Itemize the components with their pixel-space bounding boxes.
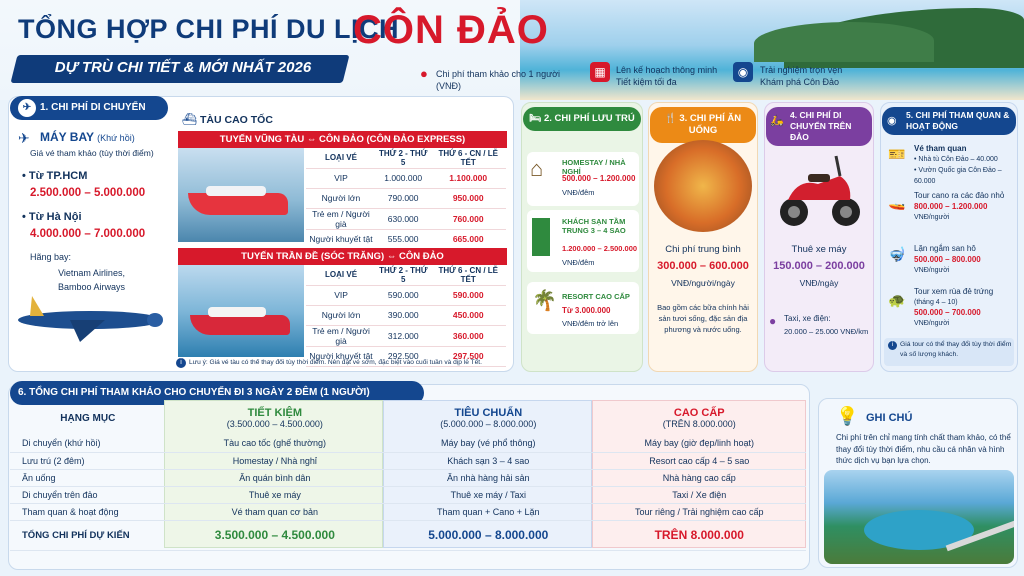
food-title: 🍴 3. CHI PHÍ ĂN UỐNG bbox=[650, 107, 756, 143]
table-row: Trẻ em / Người già 630.000 760.000 bbox=[306, 208, 506, 229]
from-hcm-label: • Từ TP.HCM bbox=[22, 170, 88, 182]
food-note: Bao gồm các bữa chính hải sản tươi sống, đặc sản địa phương và nước uống. bbox=[657, 303, 749, 334]
tours-note: Giá tour có thể thay đổi tùy thời điểm và số lượng khách. bbox=[900, 341, 1012, 358]
location-pin-icon: ● bbox=[769, 314, 777, 328]
food-price: 300.000 – 600.000 bbox=[657, 260, 749, 272]
table-row: Lưu trú (2 đêm) Homestay / Nhà nghỉ Khách sạn 3 – 4 sao Resort cao cấp 4 – 5 sao bbox=[10, 452, 806, 469]
bike-label: Thuê xe máy bbox=[791, 244, 847, 255]
table-row: Tham quan & hoạt động Vé tham quan cơ bản Tham quan + Cano + Lặn Tour riêng / Trải nghiệm cao cấp bbox=[10, 503, 806, 520]
ship-icon: ⛴ bbox=[182, 112, 198, 126]
airlines-list: Vietnam Airlines, Bamboo Airways bbox=[58, 268, 126, 292]
lodging-price: 1.200.000 – 2.500.000 bbox=[562, 244, 638, 253]
turtle-icon: 🐢 bbox=[888, 292, 906, 308]
info-plan: Lên kế hoạch thông minh Tiết kiệm tối đa bbox=[616, 65, 718, 87]
airplane-icon: ✈ bbox=[18, 130, 30, 146]
bike-unit: VNĐ/ngày bbox=[799, 278, 839, 288]
transport-section-title: ✈ 1. CHI PHÍ DI CHUYỂN bbox=[10, 96, 168, 120]
house-icon: ⌂ bbox=[530, 156, 544, 181]
hn-price: 4.000.000 – 7.000.000 bbox=[30, 228, 146, 240]
lodging-name: KHÁCH SẠN TẦM TRUNG 3 – 4 SAO bbox=[562, 217, 626, 235]
table-row: VIP 1.000.000 1.100.000 bbox=[306, 168, 506, 188]
camera-icon: ◉ bbox=[733, 62, 753, 82]
bed-icon: 🛏 bbox=[529, 113, 542, 124]
page-title-highlight: CÔN ĐẢO bbox=[353, 8, 549, 52]
canoe-info: Tour cano ra các đảo nhỏ 800.000 – 1.200.000 VNĐ/người bbox=[914, 191, 1005, 221]
hotel-icon bbox=[532, 218, 550, 256]
table-row: Người lớn 390.000 450.000 bbox=[306, 305, 506, 325]
calendar-icon: ▦ bbox=[590, 62, 610, 82]
table-row: Ăn uống Ăn quán bình dân Ăn nhà hàng hải sản Nhà hàng cao cấp bbox=[10, 469, 806, 486]
table-row: VIP 590.000 590.000 bbox=[306, 285, 506, 305]
lodging-unit: VNĐ/đêm bbox=[562, 258, 595, 267]
page-title: TỔNG HỢP CHI PHÍ DU LỊCH bbox=[18, 14, 400, 44]
utensils-icon: 🍴 bbox=[664, 113, 677, 124]
note-title: GHI CHÚ bbox=[866, 412, 913, 424]
airlines-label: Hãng bay: bbox=[30, 252, 72, 262]
total-row: TỔNG CHI PHÍ DỰ KIẾN 3.500.000 – 4.500.000 5.000.000 – 8.000.000 TRÊN 8.000.000 bbox=[10, 520, 806, 550]
summary-title: 6. TỔNG CHI PHÍ THAM KHẢO CHO CHUYẾN ĐI 3 NGÀY 2 ĐÊM (1 NGƯỜI) bbox=[10, 381, 424, 405]
info-icon: i bbox=[888, 341, 897, 350]
ticket-info: Vé tham quan • Nhà tù Côn Đảo – 40.000 • Vườn Quốc gia Côn Đảo – 60.000 bbox=[914, 144, 1002, 185]
note-text: Chi phí trên chỉ mang tính chất tham khảo, có thể thay đổi tùy thời điểm, nhu cầu cá nhân và hình thức dịch vụ bạn lựa chọn. bbox=[836, 433, 1011, 465]
local-transport-title: 4. CHI PHÍ DI CHUYỂN TRÊN ĐẢO bbox=[766, 107, 872, 146]
hcm-price: 2.500.000 – 5.000.000 bbox=[30, 187, 146, 199]
table-row: Di chuyển (khứ hồi) Tàu cao tốc (ghế thường) Máy bay (vé phổ thông) Máy bay (giờ đẹp/linh hoạt) bbox=[10, 435, 806, 452]
summary-table: HẠNG MỤC TIẾT KIỆM (3.500.000 – 4.500.000) TIÊU CHUẨN (5.000.000 – 8.000.000) CAO CẤP (TRÊN 8.000.000) Di chuyển (khứ hồi) Tàu cao tốc (ghế thường) Máy bay (vé phổ thông) Máy bay (giờ đẹp/linh hoạt) Lưu trú (2 đêm) Homestay / Nhà nghỉ Khách sạn 3 – 4 sao Resort cao cấp 4 – 5 sao Ăn uống Ăn quán bình dân Ăn nhà hàng hải sản Nhà hàng cao cấp Di chuyển trên đảo Thuê xe máy Thuê xe máy / Taxi Taxi / Xe điện Tham quan & hoạt động Vé tham quan cơ bản Tham quan + Cano + Lặn Tour riêng / Trải nghiệm cao cấp TỔNG CHI PHÍ DỰ KIẾN 3.500.000 – 4.500.000 5.000.000 – 8.000.000 TRÊN 8.000.000 bbox=[10, 401, 806, 551]
lodging-title: 🛏 2. CHI PHÍ LƯU TRÚ bbox=[523, 107, 641, 131]
tours-title: 5. CHI PHÍ THAM QUAN & HOẠT ĐỘNG bbox=[882, 107, 1016, 135]
info-icon: i bbox=[176, 358, 186, 368]
info-cost-per-person: Chi phí tham khảo cho 1 người (VNĐ) bbox=[436, 69, 560, 91]
lightbulb-icon: 💡 bbox=[836, 406, 859, 426]
motorbike-small-icon: 🛵 bbox=[770, 115, 784, 127]
flight-title: MÁY BAY (Khứ hồi) bbox=[40, 130, 135, 144]
taxi-price: 20.000 – 25.000 VNĐ/km bbox=[784, 327, 869, 336]
lodging-unit: VNĐ/đêm bbox=[562, 188, 595, 197]
bike-price: 150.000 – 200.000 bbox=[773, 260, 865, 272]
ferry-note: Lưu ý: Giá vé tàu có thể thay đổi tùy thời điểm. Nên đặt vé sớm, đặc biệt vào cuối tuần và dịp lễ Tết. bbox=[189, 359, 482, 366]
food-avg-label: Chi phí trung bình bbox=[665, 244, 741, 255]
ferry-photo-2 bbox=[178, 265, 304, 357]
route2-header: TUYẾN TRẦN ĐỀ (SÓC TRĂNG) ⇔ CÔN ĐẢO bbox=[178, 248, 507, 265]
route2-table: LOẠI VÉ THỨ 2 - THỨ 5 THỨ 6 - CN / LỄ TẾT VIP 590.000 590.000 Người lớn 390.000 450.000 Trẻ em / Người già 312.000 360.000 Người khuyết tật 292.500 297.500 bbox=[306, 265, 506, 367]
turtle-info: Tour xem rùa đẻ trứng (tháng 4 – 10) 500.000 – 700.000 VNĐ/người bbox=[914, 287, 994, 327]
route1-table: LOẠI VÉ THỨ 2 - THỨ 5 THỨ 6 - CN / LỄ TẾT VIP 1.000.000 1.100.000 Người lớn 790.000 950.000 Trẻ em / Người già 630.000 760.000 Người khuyết tật 555.000 665.000 bbox=[306, 148, 506, 250]
coast-photo bbox=[824, 470, 1014, 564]
page-subtitle: DỰ TRÙ CHI TIẾT & MỚI NHẤT 2026 bbox=[54, 59, 312, 76]
info-experience: Trải nghiệm trọn vẹn Khám phá Côn Đảo bbox=[760, 65, 843, 87]
diving-mask-icon: 🤿 bbox=[888, 246, 906, 262]
lodging-price: 500.000 – 1.200.000 bbox=[562, 174, 636, 183]
lodging-unit: VNĐ/đêm trở lên bbox=[562, 319, 619, 328]
ferry-title: TÀU CAO TỐC bbox=[200, 114, 273, 126]
flight-subtitle: Giá vé tham khảo (tùy thời điểm) bbox=[30, 148, 154, 158]
speedboat-icon: 🚤 bbox=[888, 194, 906, 210]
lodging-price: Từ 3.000.000 bbox=[562, 306, 611, 315]
ferry-photo-1 bbox=[178, 148, 304, 242]
lodging-name: RESORT CAO CẤP bbox=[562, 292, 630, 301]
camera-icon: ◉ bbox=[887, 115, 897, 127]
route1-header: TUYẾN VŨNG TÀU ⇔ CÔN ĐẢO (CÔN ĐẢO EXPRESS) bbox=[178, 131, 507, 148]
dive-info: Lặn ngắm san hô 500.000 – 800.000 VNĐ/người bbox=[914, 244, 981, 274]
table-row: Trẻ em / Người già 312.000 360.000 bbox=[306, 325, 506, 346]
ticket-icon: 🎫 bbox=[888, 146, 906, 162]
airplane-image bbox=[10, 290, 166, 346]
from-hn-label: • Từ Hà Nội bbox=[22, 211, 82, 223]
scooter-image bbox=[778, 150, 862, 230]
palm-tree-icon: 🌴 bbox=[532, 290, 557, 312]
taxi-label: Taxi, xe điện: bbox=[784, 314, 831, 323]
food-unit: VNĐ/người/ngày bbox=[671, 278, 735, 288]
seafood-photo bbox=[654, 140, 752, 232]
table-row: Người khuyết tật 292.500 297.500 bbox=[306, 346, 506, 366]
table-row: Di chuyển trên đảo Thuê xe máy Thuê xe máy / Taxi Taxi / Xe điện bbox=[10, 486, 806, 503]
table-row: Người khuyết tật 555.000 665.000 bbox=[306, 229, 506, 249]
table-row: Người lớn 790.000 950.000 bbox=[306, 188, 506, 208]
location-pin-icon: ● bbox=[420, 66, 428, 81]
lodging-name: HOMESTAY / NHÀ NGHỈ bbox=[562, 158, 626, 176]
